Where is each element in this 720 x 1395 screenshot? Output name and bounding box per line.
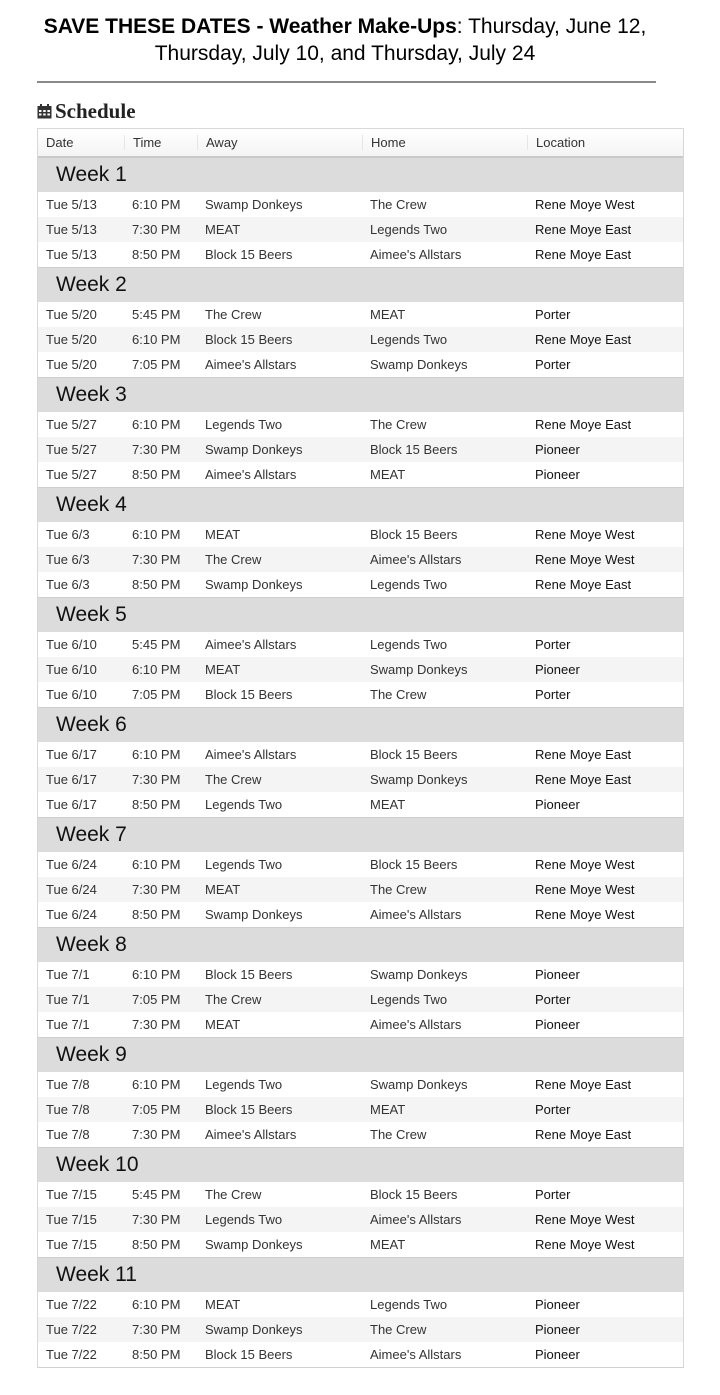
game-time: 5:45 PM: [132, 637, 181, 652]
week-section: [38, 817, 683, 927]
game-date: Tue 5/20: [46, 332, 97, 347]
game-location: Porter: [535, 687, 571, 702]
away-team: Legends Two: [205, 857, 283, 872]
schedule-title: Schedule: [55, 98, 136, 123]
table-row: [38, 217, 683, 242]
home-team: Block 15 Beers: [370, 1187, 458, 1202]
game-date: Tue 6/17: [46, 797, 97, 812]
game-date: Tue 5/20: [46, 357, 97, 372]
game-time: 7:30 PM: [132, 1017, 181, 1032]
week-title: Week 7: [38, 818, 683, 852]
away-team: Aimee's Allstars: [205, 357, 297, 372]
game-location: Rene Moye East: [535, 222, 632, 237]
column-header-date[interactable]: Date: [46, 135, 74, 150]
away-team: Swamp Donkeys: [205, 907, 303, 922]
game-date: Tue 7/1: [46, 967, 90, 982]
away-team: Aimee's Allstars: [205, 747, 297, 762]
game-time: 6:10 PM: [132, 417, 181, 432]
away-team: MEAT: [205, 1297, 241, 1312]
home-team: MEAT: [370, 797, 406, 812]
home-team: Aimee's Allstars: [370, 552, 462, 567]
week-section: [38, 707, 683, 817]
home-team: Block 15 Beers: [370, 527, 458, 542]
game-location: Porter: [535, 637, 571, 652]
game-date: Tue 7/8: [46, 1127, 90, 1142]
game-time: 6:10 PM: [132, 332, 181, 347]
away-team: Legends Two: [205, 1077, 283, 1092]
home-team: The Crew: [370, 1127, 427, 1142]
home-team: MEAT: [370, 467, 406, 482]
game-time: 7:05 PM: [132, 357, 181, 372]
away-team: Legends Two: [205, 417, 283, 432]
table-row: [38, 1292, 683, 1317]
game-date: Tue 7/1: [46, 992, 90, 1007]
game-location: Pioneer: [535, 1297, 580, 1312]
game-location: Porter: [535, 1102, 571, 1117]
week-section: [38, 377, 683, 487]
home-team: Swamp Donkeys: [370, 357, 468, 372]
table-row: [38, 1232, 683, 1257]
game-date: Tue 6/17: [46, 772, 97, 787]
game-location: Pioneer: [535, 797, 580, 812]
table-row: [38, 1342, 683, 1367]
away-team: Aimee's Allstars: [205, 467, 297, 482]
table-row: [38, 632, 683, 657]
table-row: [38, 327, 683, 352]
away-team: Block 15 Beers: [205, 967, 293, 982]
week-section: [38, 487, 683, 597]
game-location: Rene Moye East: [535, 417, 632, 432]
game-time: 7:30 PM: [132, 552, 181, 567]
game-location: Rene Moye West: [535, 197, 635, 212]
game-time: 7:30 PM: [132, 1212, 181, 1227]
away-team: The Crew: [205, 992, 262, 1007]
week-section: [38, 267, 683, 377]
away-team: MEAT: [205, 527, 241, 542]
home-team: Block 15 Beers: [370, 747, 458, 762]
game-location: Rene Moye East: [535, 332, 632, 347]
home-team: MEAT: [370, 1102, 406, 1117]
week-title: Week 3: [38, 378, 683, 412]
week-section: [38, 597, 683, 707]
table-row: [38, 742, 683, 767]
column-header-location[interactable]: Location: [527, 135, 683, 150]
game-date: Tue 5/27: [46, 467, 97, 482]
home-team: Legends Two: [370, 1297, 448, 1312]
game-location: Rene Moye East: [535, 247, 632, 262]
home-team: Legends Two: [370, 222, 448, 237]
table-row: [38, 852, 683, 877]
home-team: Legends Two: [370, 332, 448, 347]
game-location: Rene Moye West: [535, 552, 635, 567]
game-date: Tue 6/3: [46, 527, 90, 542]
table-row: [38, 522, 683, 547]
away-team: Legends Two: [205, 1212, 283, 1227]
game-location: Rene Moye East: [535, 1127, 632, 1142]
game-location: Porter: [535, 992, 571, 1007]
column-header-home[interactable]: Home: [362, 135, 527, 150]
game-time: 6:10 PM: [132, 967, 181, 982]
game-date: Tue 5/13: [46, 197, 97, 212]
game-time: 7:30 PM: [132, 1322, 181, 1337]
table-row: [38, 1182, 683, 1207]
game-date: Tue 7/1: [46, 1017, 90, 1032]
week-title: Week 6: [38, 708, 683, 742]
home-team: The Crew: [370, 687, 427, 702]
game-location: Rene Moye East: [535, 577, 632, 592]
game-time: 8:50 PM: [132, 907, 181, 922]
game-location: Rene Moye West: [535, 907, 635, 922]
table-row: [38, 302, 683, 327]
game-time: 6:10 PM: [132, 857, 181, 872]
game-date: Tue 5/13: [46, 247, 97, 262]
away-team: The Crew: [205, 772, 262, 787]
game-location: Pioneer: [535, 967, 580, 982]
game-time: 7:30 PM: [132, 772, 181, 787]
home-team: Aimee's Allstars: [370, 1212, 462, 1227]
game-time: 7:05 PM: [132, 992, 181, 1007]
game-time: 6:10 PM: [132, 747, 181, 762]
game-date: Tue 7/15: [46, 1237, 97, 1252]
table-row: [38, 547, 683, 572]
game-date: Tue 6/24: [46, 882, 97, 897]
table-row: [38, 792, 683, 817]
game-time: 8:50 PM: [132, 1347, 181, 1362]
table-row: [38, 412, 683, 437]
table-header-row: [38, 129, 683, 158]
table-row: [38, 1122, 683, 1147]
game-date: Tue 6/3: [46, 552, 90, 567]
game-time: 7:30 PM: [132, 882, 181, 897]
game-location: Rene Moye East: [535, 747, 632, 762]
week-section: [38, 158, 683, 267]
away-team: Block 15 Beers: [205, 332, 293, 347]
away-team: Aimee's Allstars: [205, 637, 297, 652]
game-location: Rene Moye East: [535, 1077, 632, 1092]
game-time: 8:50 PM: [132, 577, 181, 592]
table-row: [38, 657, 683, 682]
game-time: 7:05 PM: [132, 1102, 181, 1117]
game-time: 7:30 PM: [132, 1127, 181, 1142]
game-date: Tue 6/10: [46, 637, 97, 652]
home-team: Swamp Donkeys: [370, 772, 468, 787]
away-team: The Crew: [205, 1187, 262, 1202]
away-team: The Crew: [205, 307, 262, 322]
game-location: Pioneer: [535, 662, 580, 677]
game-date: Tue 6/10: [46, 687, 97, 702]
game-location: Pioneer: [535, 1322, 580, 1337]
game-location: Pioneer: [535, 442, 580, 457]
game-date: Tue 5/27: [46, 442, 97, 457]
game-time: 8:50 PM: [132, 467, 181, 482]
table-row: [38, 192, 683, 217]
away-team: MEAT: [205, 662, 241, 677]
table-row: [38, 572, 683, 597]
week-title: Week 4: [38, 488, 683, 522]
away-team: MEAT: [205, 1017, 241, 1032]
table-row: [38, 877, 683, 902]
table-row: [38, 1207, 683, 1232]
home-team: MEAT: [370, 307, 406, 322]
week-title: Week 5: [38, 598, 683, 632]
table-row: [38, 1012, 683, 1037]
game-date: Tue 7/15: [46, 1212, 97, 1227]
game-date: Tue 6/24: [46, 907, 97, 922]
away-team: Swamp Donkeys: [205, 1237, 303, 1252]
schedule-table: [37, 128, 684, 1368]
game-time: 7:30 PM: [132, 222, 181, 237]
table-row: [38, 242, 683, 267]
game-date: Tue 6/10: [46, 662, 97, 677]
away-team: Legends Two: [205, 797, 283, 812]
game-date: Tue 6/17: [46, 747, 97, 762]
home-team: Aimee's Allstars: [370, 907, 462, 922]
game-location: Pioneer: [535, 467, 580, 482]
game-location: Rene Moye West: [535, 882, 635, 897]
away-team: MEAT: [205, 882, 241, 897]
game-date: Tue 7/8: [46, 1077, 90, 1092]
game-time: 6:10 PM: [132, 662, 181, 677]
game-time: 5:45 PM: [132, 307, 181, 322]
week-section: [38, 927, 683, 1037]
week-title: Week 1: [38, 158, 683, 192]
game-location: Rene Moye West: [535, 1237, 635, 1252]
table-row: [38, 987, 683, 1012]
home-team: Block 15 Beers: [370, 442, 458, 457]
game-location: Pioneer: [535, 1347, 580, 1362]
game-location: Rene Moye West: [535, 527, 635, 542]
home-team: MEAT: [370, 1237, 406, 1252]
week-title: Week 9: [38, 1038, 683, 1072]
home-team: Swamp Donkeys: [370, 662, 468, 677]
home-team: The Crew: [370, 417, 427, 432]
game-time: 6:10 PM: [132, 197, 181, 212]
week-title: Week 10: [38, 1148, 683, 1182]
game-time: 5:45 PM: [132, 1187, 181, 1202]
home-team: Swamp Donkeys: [370, 1077, 468, 1092]
table-row: [38, 1317, 683, 1342]
game-time: 6:10 PM: [132, 1297, 181, 1312]
game-time: 6:10 PM: [132, 527, 181, 542]
week-title: Week 8: [38, 928, 683, 962]
game-date: Tue 5/27: [46, 417, 97, 432]
game-time: 7:30 PM: [132, 442, 181, 457]
game-date: Tue 6/24: [46, 857, 97, 872]
home-team: The Crew: [370, 1322, 427, 1337]
calendar-icon: [37, 104, 52, 119]
away-team: Swamp Donkeys: [205, 577, 303, 592]
away-team: Swamp Donkeys: [205, 197, 303, 212]
home-team: The Crew: [370, 197, 427, 212]
table-row: [38, 462, 683, 487]
home-team: The Crew: [370, 882, 427, 897]
game-location: Porter: [535, 307, 571, 322]
schedule-body: [38, 158, 683, 1367]
game-date: Tue 7/15: [46, 1187, 97, 1202]
game-time: 6:10 PM: [132, 1077, 181, 1092]
table-row: [38, 1072, 683, 1097]
table-row: [38, 682, 683, 707]
game-date: Tue 5/20: [46, 307, 97, 322]
schedule-heading: [37, 97, 136, 125]
game-date: Tue 7/22: [46, 1297, 97, 1312]
game-time: 8:50 PM: [132, 797, 181, 812]
away-team: Aimee's Allstars: [205, 1127, 297, 1142]
home-team: Legends Two: [370, 577, 448, 592]
home-team: Aimee's Allstars: [370, 1347, 462, 1362]
week-title: Week 2: [38, 268, 683, 302]
table-row: [38, 962, 683, 987]
table-row: [38, 1097, 683, 1122]
week-section: [38, 1257, 683, 1367]
game-location: Porter: [535, 1187, 571, 1202]
home-team: Aimee's Allstars: [370, 247, 462, 262]
home-team: Block 15 Beers: [370, 857, 458, 872]
column-header-time[interactable]: Time: [124, 135, 197, 150]
game-date: Tue 7/22: [46, 1322, 97, 1337]
home-team: Swamp Donkeys: [370, 967, 468, 982]
table-row: [38, 767, 683, 792]
week-title: Week 11: [38, 1258, 683, 1292]
table-row: [38, 352, 683, 377]
game-time: 8:50 PM: [132, 247, 181, 262]
column-header-away[interactable]: Away: [197, 135, 362, 150]
game-date: Tue 7/22: [46, 1347, 97, 1362]
notice-dates-text: : Thursday, June 12, Thursday, July 10, and Thursday, July 24: [154, 15, 647, 65]
away-team: Block 15 Beers: [205, 1347, 293, 1362]
game-location: Pioneer: [535, 1017, 580, 1032]
game-time: 8:50 PM: [132, 1237, 181, 1252]
game-date: Tue 7/8: [46, 1102, 90, 1117]
away-team: The Crew: [205, 552, 262, 567]
game-location: Rene Moye West: [535, 1212, 635, 1227]
notice-bold-text: SAVE THESE DATES - Weather Make-Ups: [43, 15, 457, 38]
weather-makeup-notice: [20, 13, 670, 67]
game-date: Tue 6/3: [46, 577, 90, 592]
away-team: Block 15 Beers: [205, 687, 293, 702]
week-section: [38, 1147, 683, 1257]
week-section: [38, 1037, 683, 1147]
game-location: Porter: [535, 357, 571, 372]
away-team: Block 15 Beers: [205, 247, 293, 262]
table-row: [38, 902, 683, 927]
away-team: MEAT: [205, 222, 241, 237]
divider: [37, 81, 656, 83]
home-team: Aimee's Allstars: [370, 1017, 462, 1032]
game-location: Rene Moye West: [535, 857, 635, 872]
game-date: Tue 5/13: [46, 222, 97, 237]
game-location: Rene Moye East: [535, 772, 632, 787]
table-row: [38, 437, 683, 462]
away-team: Swamp Donkeys: [205, 1322, 303, 1337]
home-team: Legends Two: [370, 637, 448, 652]
game-time: 7:05 PM: [132, 687, 181, 702]
away-team: Swamp Donkeys: [205, 442, 303, 457]
home-team: Legends Two: [370, 992, 448, 1007]
away-team: Block 15 Beers: [205, 1102, 293, 1117]
